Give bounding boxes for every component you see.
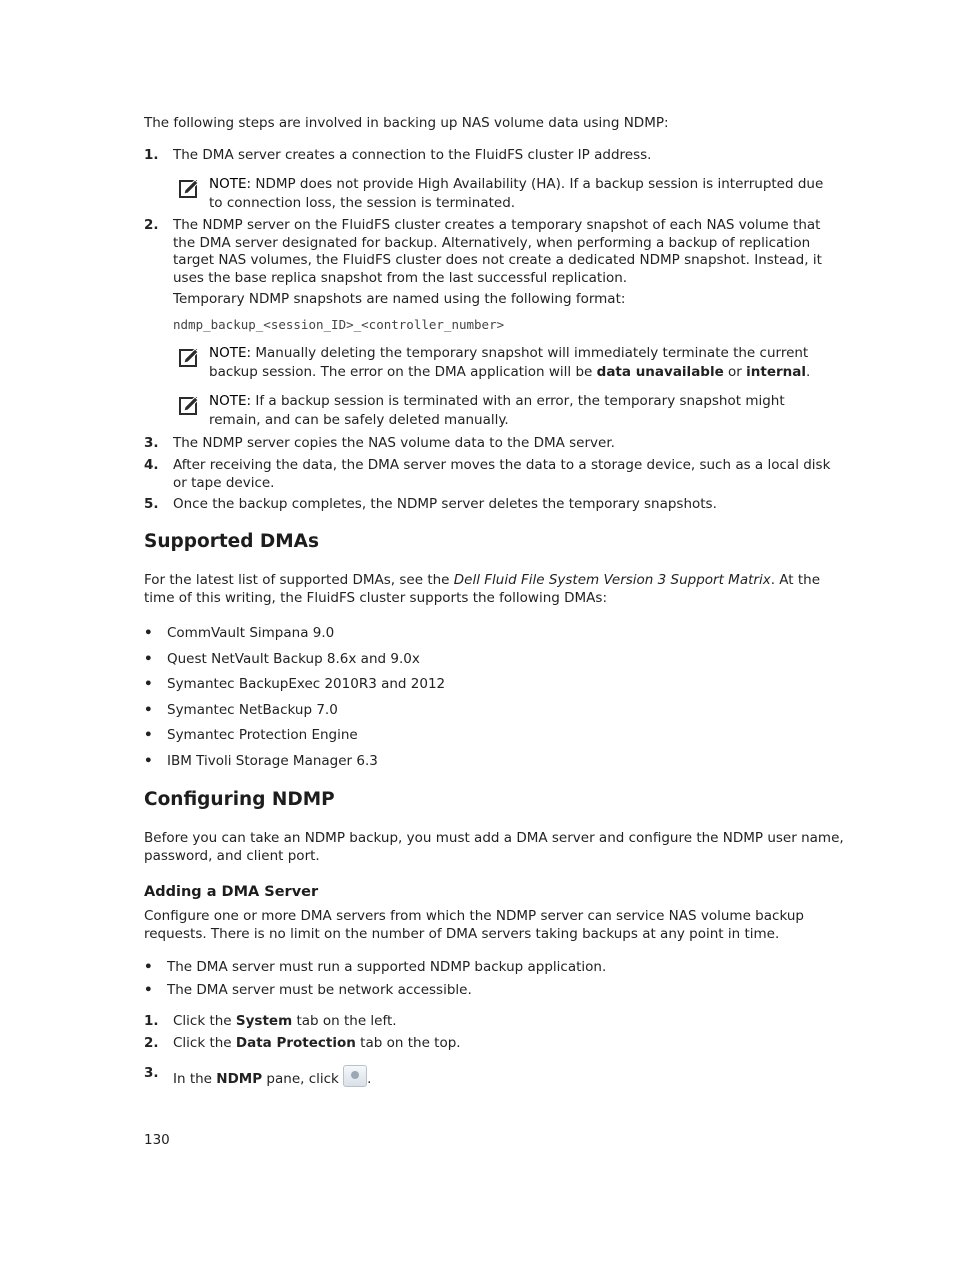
subsection-paragraph: Configure one or more DMA servers from which the NDMP server can service NAS volume backup requests. There is no limit on the number of DMA servers taking backups at any point in time. [144, 908, 804, 942]
bullet-text: Quest NetVault Backup 8.6x and 9.0x [167, 651, 420, 667]
note-label: NOTE: [209, 393, 252, 409]
note-pencil-icon [178, 177, 200, 199]
section-paragraph [144, 572, 844, 607]
step-number: 3. [144, 1065, 159, 1081]
section-paragraph: Before you can take an NDMP backup, you must add a DMA server and configure the NDMP user name, password, and client port. [144, 830, 844, 864]
step-text: Click the System tab on the left. [173, 1013, 397, 1029]
step-number: 1. [144, 1013, 159, 1029]
bullet-text: Symantec BackupExec 2010R3 and 2012 [167, 676, 446, 692]
bullet-text: CommVault Simpana 9.0 [167, 625, 335, 641]
note-label: NOTE: [209, 345, 252, 361]
note-text [209, 344, 839, 382]
step-text: Once the backup completes, the NDMP server deletes the temporary snapshots. [173, 496, 717, 512]
section-heading: Supported DMAs [144, 531, 319, 552]
step-number: 5. [144, 496, 159, 512]
step-number: 2. [144, 217, 159, 233]
note-pencil-icon [178, 394, 200, 416]
format-code: ndmp_backup_<session_ID>_<controller_number> [173, 317, 505, 332]
note-bold: internal [746, 364, 807, 380]
step-text: In the NDMP pane, click . [173, 1065, 840, 1089]
note-body: or [723, 364, 747, 380]
bullet-text: Symantec NetBackup 7.0 [167, 702, 338, 718]
format-intro: Temporary NDMP snapshots are named using the following format: [173, 291, 626, 307]
note-label: NOTE: [209, 176, 252, 192]
bullet-text: The DMA server must be network accessible. [167, 982, 472, 998]
step-text: The DMA server creates a connection to the FluidFS cluster IP address. [173, 147, 652, 163]
note-body: . [806, 364, 811, 380]
note-bold: data unavailable [596, 364, 724, 380]
step-text: The NDMP server on the FluidFS cluster creates a temporary snapshot of each NAS volume that the DMA server designated for backup. Alternatively, when performing a backup of replication target NAS volumes, the FluidFS cluster does not create a dedicated NDMP snapshot. Instead, it uses the base replica snapshot from the last successful replication. [173, 217, 822, 286]
step-number: 1. [144, 147, 159, 163]
para-text: For the latest list of supported DMAs, see the [144, 572, 454, 588]
note-body: NDMP does not provide High Availability (HA). If a backup session is interrupted due to connection loss, the session is terminated. [209, 176, 824, 211]
note-text [209, 392, 839, 430]
note-text [209, 175, 839, 213]
note-pencil-icon [178, 346, 200, 368]
step-number: 2. [144, 1035, 159, 1051]
bullet-text: Symantec Protection Engine [167, 727, 358, 743]
step-text: After receiving the data, the DMA server moves the data to a storage device, such as a local disk or tape device. [173, 457, 831, 491]
intro-text: The following steps are involved in backing up NAS volume data using NDMP: [144, 115, 669, 131]
step-text: The NDMP server copies the NAS volume data to the DMA server. [173, 435, 615, 451]
step-number: 3. [144, 435, 159, 451]
bullet-text: The DMA server must run a supported NDMP backup application. [167, 959, 607, 975]
step-number: 4. [144, 457, 159, 473]
subsection-heading: Adding a DMA Server [144, 884, 319, 900]
note-body: If a backup session is terminated with an error, the temporary snapshot might remain, and can be safely deleted manually. [209, 393, 785, 428]
add-button-icon[interactable] [343, 1065, 367, 1087]
para-italic: Dell Fluid File System Version 3 Support Matrix [453, 572, 771, 588]
note-body: Manually deleting the temporary snapshot will immediately terminate the current backup session. The error on the DMA application will be [209, 345, 809, 380]
section-heading: Configuring NDMP [144, 789, 335, 810]
page-number: 130 [144, 1132, 170, 1148]
bullet-text: IBM Tivoli Storage Manager 6.3 [167, 753, 378, 769]
para-text: . At the time of this writing, the FluidFS cluster supports the following DMAs: [144, 572, 821, 606]
step-text: Click the Data Protection tab on the top. [173, 1035, 461, 1051]
